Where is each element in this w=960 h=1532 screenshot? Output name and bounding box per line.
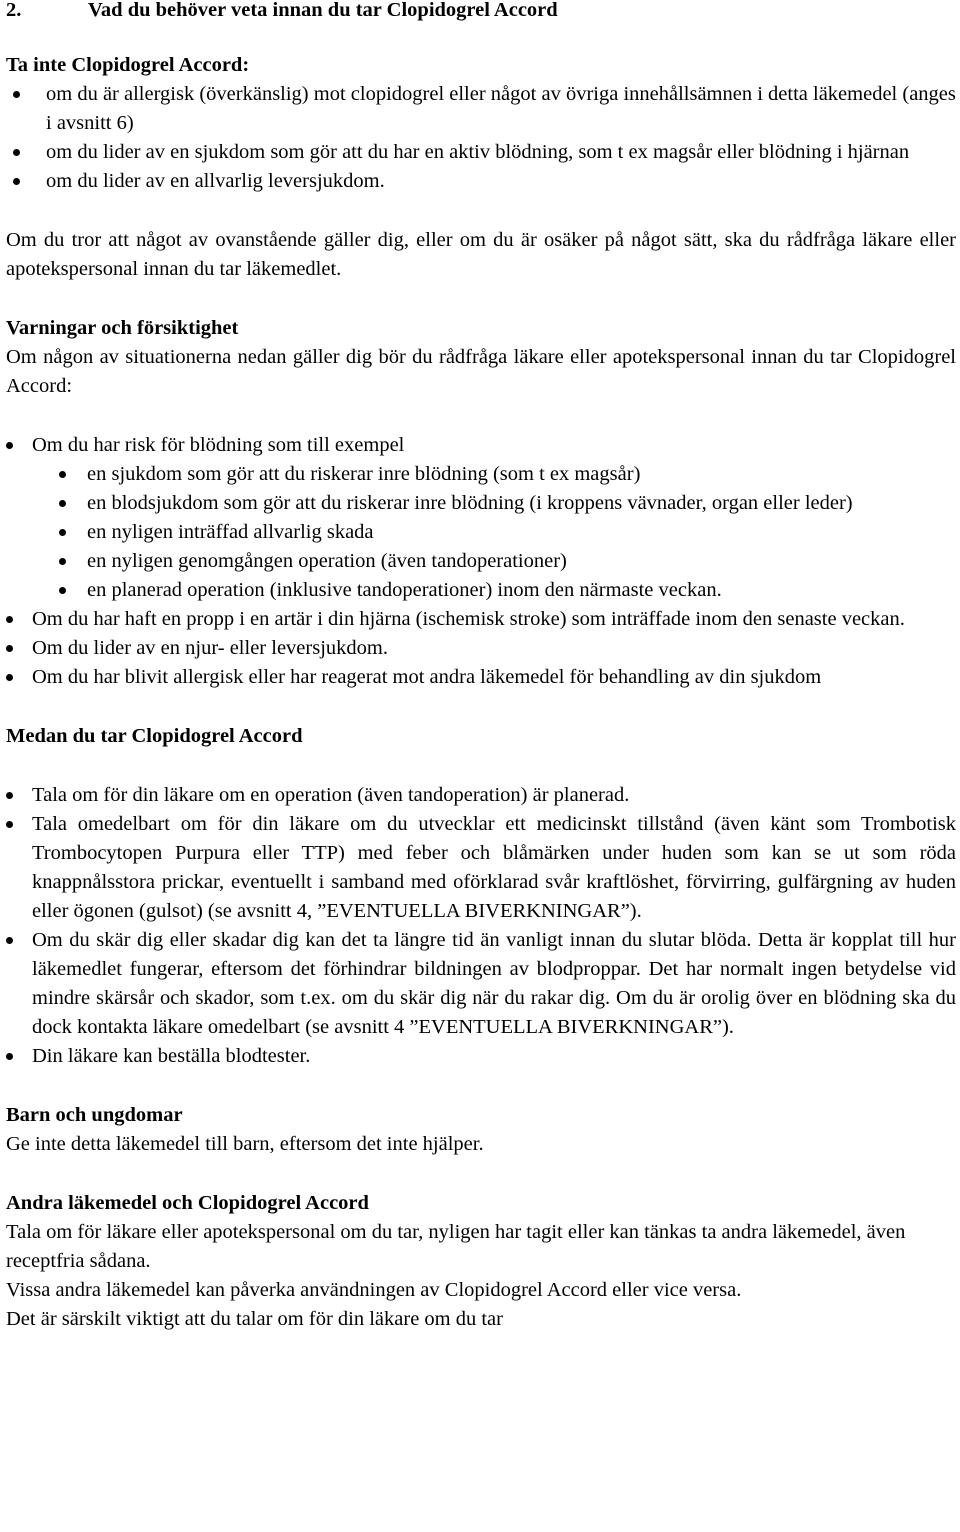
other-medicines-heading: Andra läkemedel och Clopidogrel Accord [6, 1192, 369, 1214]
children-text: Ge inte detta läkemedel till barn, eftersom det inte hjälper. [6, 1133, 484, 1155]
list-item: en sjukdom som gör att du riskerar inre blödning (som t ex magsår) [87, 460, 956, 489]
list-item: Om du lider av en njur- eller leversjukdom. [32, 634, 956, 663]
do-not-take-list [6, 80, 956, 196]
warnings-heading: Varningar och försiktighet [6, 317, 239, 339]
while-taking-heading: Medan du tar Clopidogrel Accord [6, 725, 303, 747]
while-taking-list [6, 781, 956, 1071]
list-item: Om du har blivit allergisk eller har reagerat mot andra läkemedel för behandling av din sjukdom [32, 663, 956, 692]
list-item: Tala omedelbart om för din läkare om du utvecklar ett medicinskt tillstånd (även känt som Trombotisk Trombocytopen Purpura eller TTP) med feber och blåmärken under huden som kan se ut som röda knappnålsstora prickar, eventuellt i samband med oförklarad svår kraftlöshet, förvirring, gulfärgning av huden eller ögonen (gulsot) (se avsnitt 4, ”EVENTUELLA BIVERKNINGAR”). [32, 810, 956, 926]
other-medicines-paragraph: Vissa andra läkemedel kan påverka användningen av Clopidogrel Accord eller vice versa. [6, 1279, 742, 1301]
section-title-text: Vad du behöver veta innan du tar Clopidogrel Accord [88, 0, 558, 21]
list-item: Om du skär dig eller skadar dig kan det ta längre tid än vanligt innan du slutar blöda. Detta är kopplat till hur läkemedlet fungerar, eftersom det förhindrar bildningen av blodproppar. Det har normalt ingen betydelse vid mindre skärsår och skador, som t.ex. om du skär dig när du rakar dig. Om du är orolig över en blödning ska du dock kontakta läkare omedelbart (se avsnitt 4 ”EVENTUELLA BIVERKNINGAR”). [32, 926, 956, 1042]
list-item: om du lider av en allvarlig leversjukdom. [46, 167, 956, 196]
section-title [6, 0, 956, 25]
bleeding-risk-text: Om du har risk för blödning som till exempel [32, 434, 405, 456]
bleeding-sublist [32, 460, 956, 605]
warnings-list [6, 431, 956, 692]
other-medicines-paragraph: Tala om för läkare eller apotekspersonal om du tar, nyligen har tagit eller kan tänkas ta andra läkemedel, även receptfria sådana. [6, 1221, 906, 1272]
do-not-take-heading: Ta inte Clopidogrel Accord: [6, 54, 250, 76]
list-item: om du lider av en sjukdom som gör att du har en aktiv blödning, som t ex magsår eller blödning i hjärnan [46, 138, 956, 167]
section-number: 2. [6, 0, 22, 21]
leaflet-page [6, 0, 956, 1334]
list-item: Din läkare kan beställa blodtester. [32, 1042, 956, 1071]
other-medicines-paragraph: Det är särskilt viktigt att du talar om för din läkare om du tar [6, 1308, 503, 1330]
do-not-take-note: Om du tror att något av ovanstående gäller dig, eller om du är osäker på något sätt, ska du rådfråga läkare eller apotekspersonal innan du tar läkemedlet. [6, 229, 956, 280]
list-item: om du är allergisk (överkänslig) mot clopidogrel eller något av övriga innehållsämnen i detta läkemedel (anges i avsnitt 6) [46, 80, 956, 138]
warnings-intro: Om någon av situationerna nedan gäller dig bör du rådfråga läkare eller apotekspersonal innan du tar Clopidogrel Accord: [6, 346, 956, 397]
list-item: Tala om för din läkare om en operation (även tandoperation) är planerad. [32, 781, 956, 810]
children-heading: Barn och ungdomar [6, 1104, 183, 1126]
list-item: en planerad operation (inklusive tandoperationer) inom den närmaste veckan. [87, 576, 956, 605]
list-item: Om du har haft en propp i en artär i din hjärna (ischemisk stroke) som inträffade inom den senaste veckan. [32, 605, 956, 634]
list-item: en nyligen genomgången operation (även tandoperationer) [87, 547, 956, 576]
list-item [32, 431, 956, 605]
list-item: en blodsjukdom som gör att du riskerar inre blödning (i kroppens vävnader, organ eller leder) [87, 489, 956, 518]
list-item: en nyligen inträffad allvarlig skada [87, 518, 956, 547]
